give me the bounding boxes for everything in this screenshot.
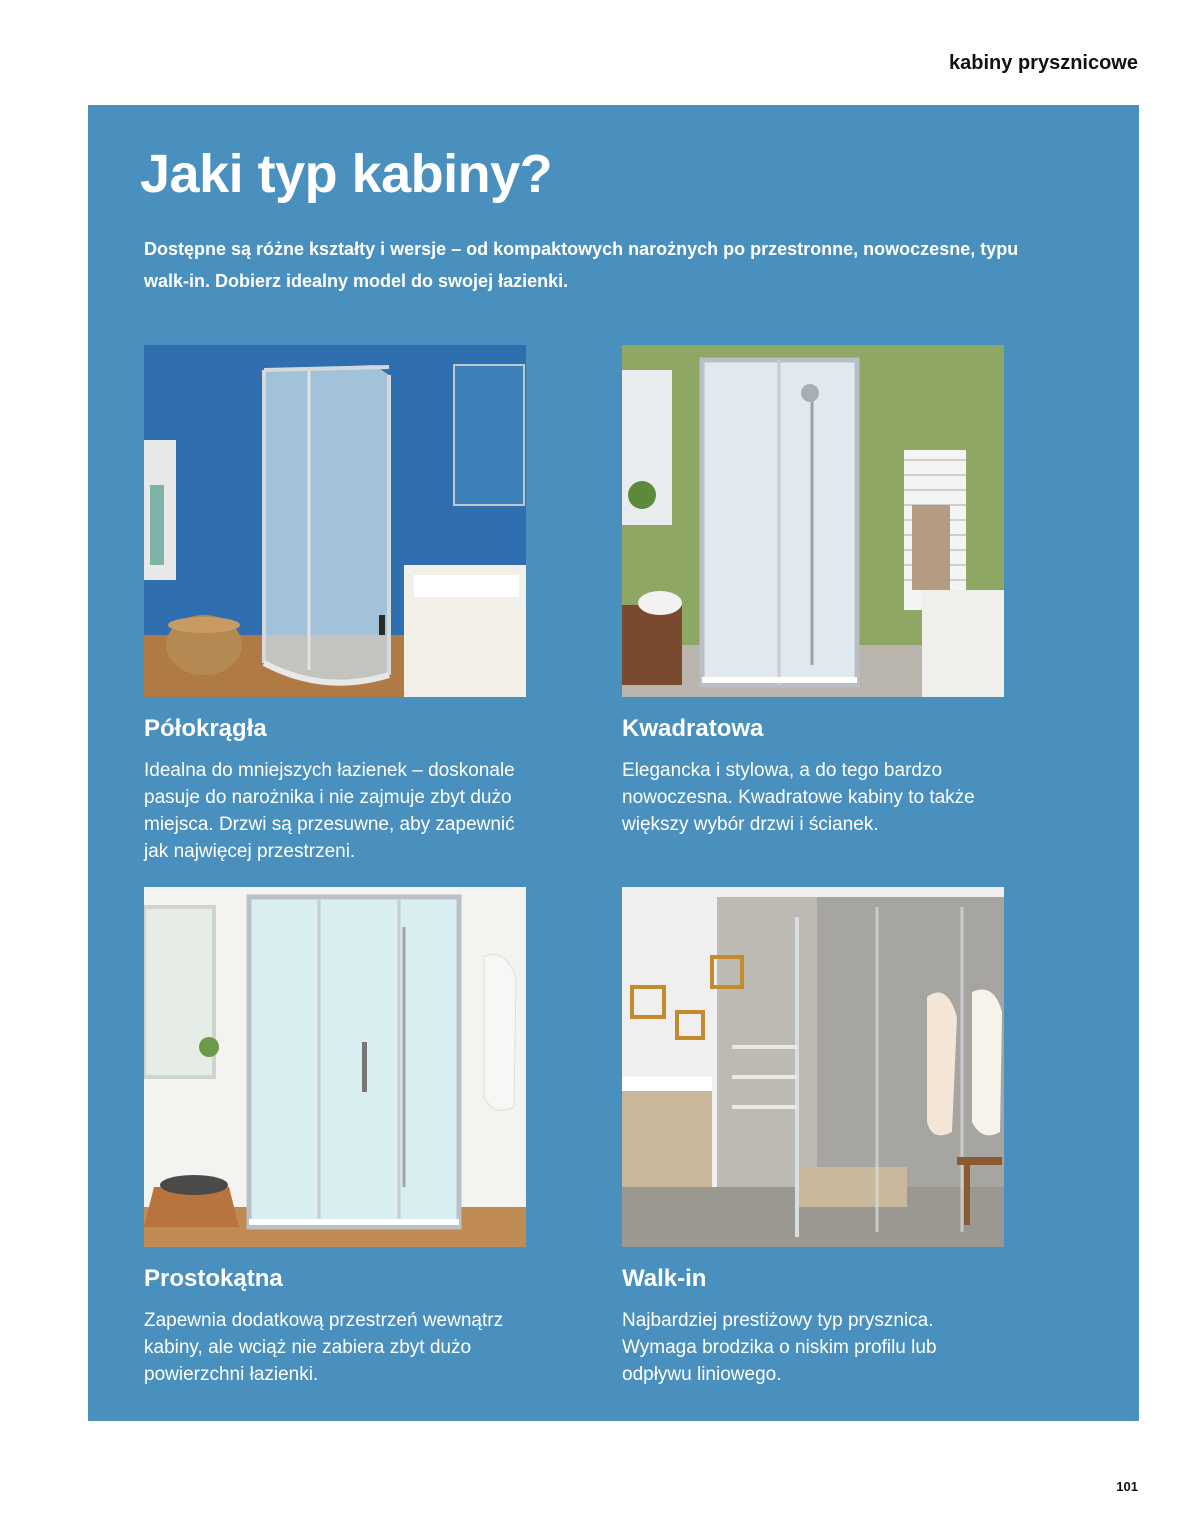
card-walk-in — [622, 887, 1006, 1388]
card-polokragla — [144, 345, 528, 865]
card-heading: Prostokątna — [144, 1265, 283, 1292]
card-heading: Kwadratowa — [622, 715, 764, 742]
page-number: 101 — [1116, 1479, 1138, 1494]
card-prostokatna — [144, 887, 528, 1388]
card-kwadratowa — [622, 345, 1006, 838]
intro-text: Dostępne są różne kształty i wersje – od kompaktowych narożnych po przestronne, nowoczesne, typu walk-in. Dobierz idealny model do swojej łazienki. — [144, 239, 1019, 291]
card-heading: Walk-in — [622, 1265, 707, 1292]
card-text: Idealna do mniejszych łazienek – doskonale pasuje do narożnika i nie zajmuje zbyt dużo miejsca. Drzwi są przesuwne, aby zapewnić jak najwięcej przestrzeni. — [144, 760, 515, 862]
photo-rectangular-shower — [144, 887, 526, 1247]
card-heading: Półokrągła — [144, 715, 267, 742]
section-label: kabiny prysznicowe — [949, 52, 1138, 74]
card-text: Zapewnia dodatkową przestrzeń wewnątrz kabiny, ale wciąż nie zabiera zbyt dużo powierzchni łazienki. — [144, 1310, 504, 1385]
photo-walk-in-shower — [622, 887, 1004, 1247]
content-panel — [88, 105, 1139, 1421]
page-title: Jaki typ kabiny? — [140, 144, 553, 204]
photo-quarter-round-shower — [144, 345, 526, 697]
photo-square-shower — [622, 345, 1004, 697]
card-text: Elegancka i stylowa, a do tego bardzo nowoczesna. Kwadratowe kabiny to także większy wybór drzwi i ścianek. — [622, 760, 975, 835]
card-text: Najbardziej prestiżowy typ prysznica. Wymaga brodzika o niskim profilu lub odpływu liniowego. — [622, 1310, 937, 1385]
